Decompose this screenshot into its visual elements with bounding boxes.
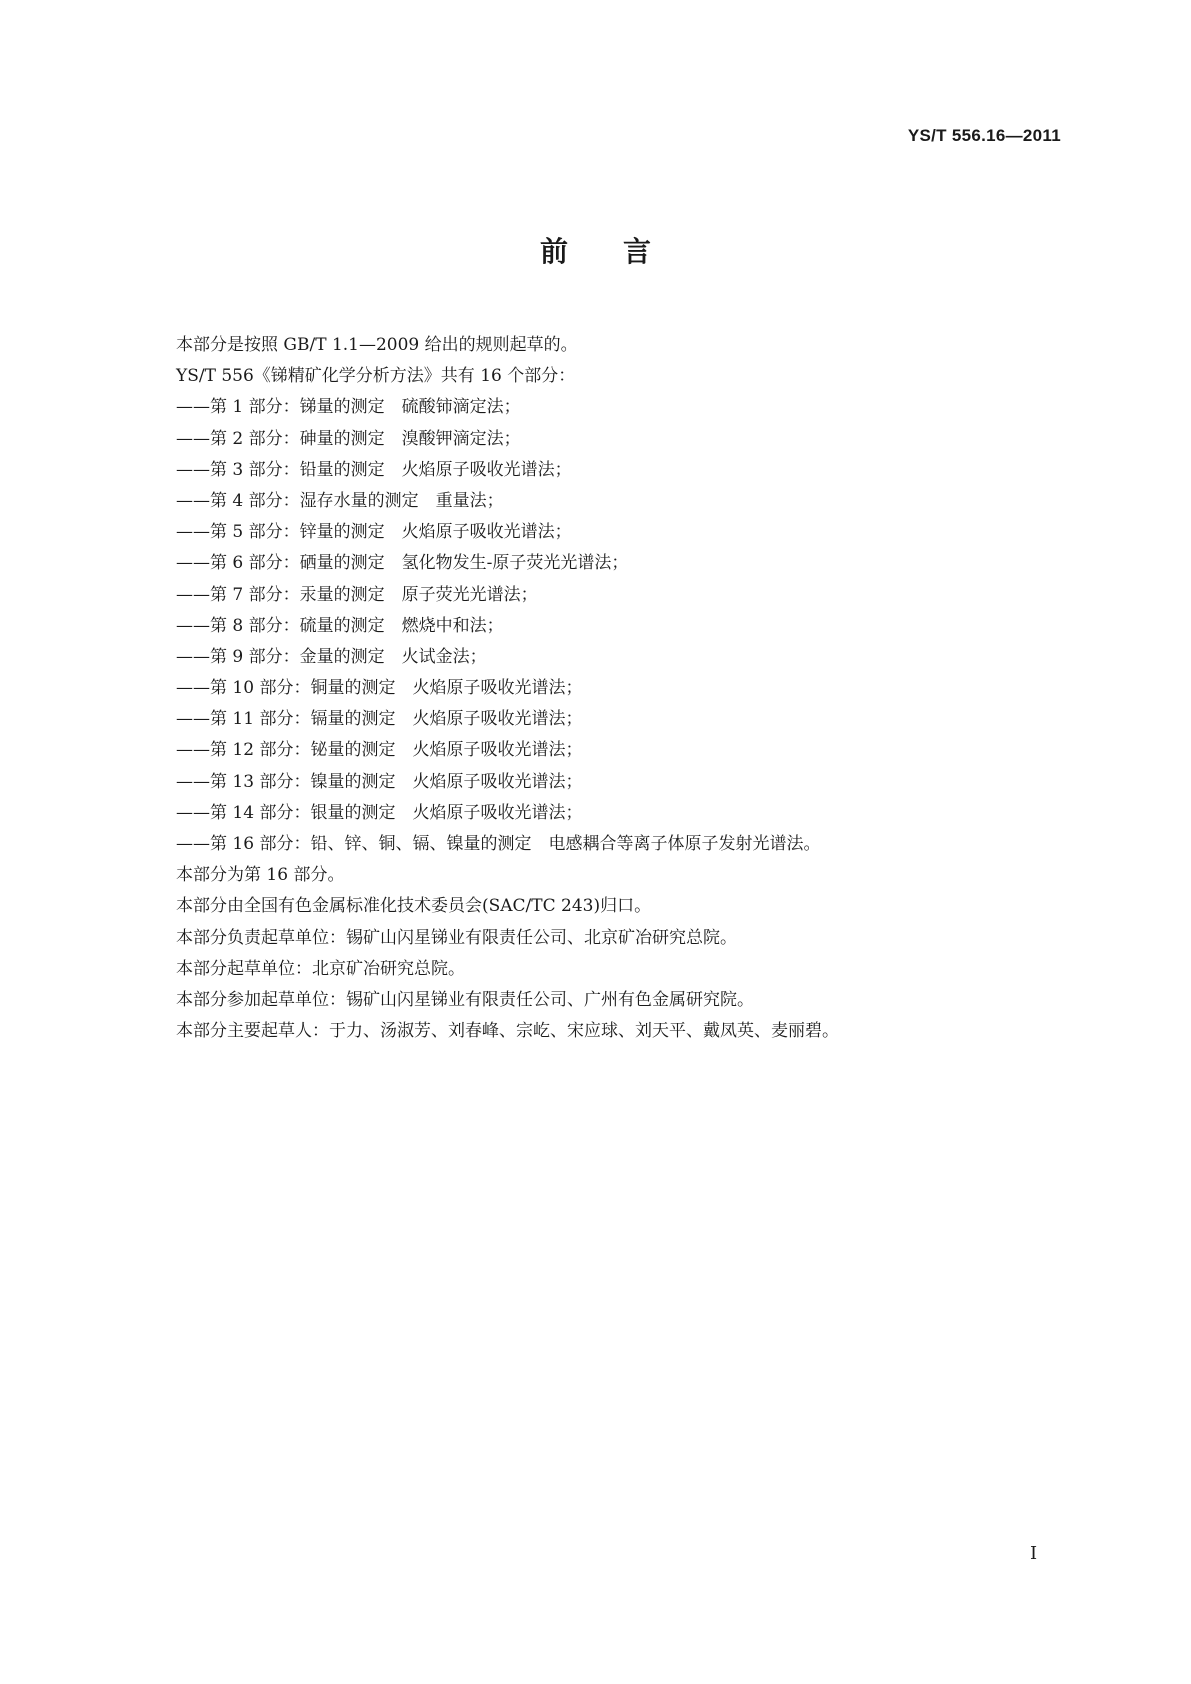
list-item: ——第 13 部分：镍量的测定 火焰原子吸收光谱法； xyxy=(176,771,583,792)
standard-number: YS/T 556.16—2011 xyxy=(907,126,1061,145)
text-line: 本部分参加起草单位：锡矿山闪星锑业有限责任公司、广州有色金属研究院。 xyxy=(176,989,754,1010)
list-item: ——第 14 部分：银量的测定 火焰原子吸收光谱法； xyxy=(176,802,583,823)
foreword-body xyxy=(176,330,1076,1047)
list-item: ——第 12 部分：铋量的测定 火焰原子吸收光谱法； xyxy=(176,740,583,761)
page-number: I xyxy=(1030,1543,1038,1564)
list-item: ——第 11 部分：镉量的测定 火焰原子吸收光谱法； xyxy=(176,709,583,730)
text-line: 本部分负责起草单位：锡矿山闪星锑业有限责任公司、北京矿冶研究总院。 xyxy=(176,927,737,948)
list-item: ——第 6 部分：硒量的测定 氢化物发生-原子荧光光谱法； xyxy=(176,553,629,574)
text-line: 本部分起草单位：北京矿冶研究总院。 xyxy=(176,958,465,979)
list-item: ——第 7 部分：汞量的测定 原子荧光光谱法； xyxy=(176,584,538,605)
text-line: 本部分为第 16 部分。 xyxy=(176,865,345,886)
list-item: ——第 4 部分：湿存水量的测定 重量法； xyxy=(176,490,504,511)
list-item: ——第 5 部分：锌量的测定 火焰原子吸收光谱法； xyxy=(176,522,572,543)
text-line: 本部分由全国有色金属标准化技术委员会(SAC/TC 243)归口。 xyxy=(176,896,652,917)
list-item: ——第 3 部分：铅量的测定 火焰原子吸收光谱法； xyxy=(176,459,572,480)
list-item: ——第 8 部分：硫量的测定 燃烧中和法； xyxy=(176,615,504,636)
list-item: ——第 1 部分：锑量的测定 硫酸铈滴定法； xyxy=(176,397,521,418)
list-item: ——第 2 部分：砷量的测定 溴酸钾滴定法； xyxy=(176,428,521,449)
text-line: 本部分是按照 GB/T 1.1—2009 给出的规则起草的。 xyxy=(176,335,578,355)
text-line: 本部分主要起草人：于力、汤淑芳、刘春峰、宗屹、宋应球、刘天平、戴凤英、麦丽碧。 xyxy=(176,1021,839,1042)
list-item: ——第 9 部分：金量的测定 火试金法； xyxy=(176,646,487,667)
list-item: ——第 16 部分：铅、锌、铜、镉、镍量的测定 电感耦合等离子体原子发射光谱法。 xyxy=(176,834,821,854)
list-item: ——第 10 部分：铜量的测定 火焰原子吸收光谱法； xyxy=(176,678,583,699)
text-line: YS/T 556《锑精矿化学分析方法》共有 16 个部分： xyxy=(176,366,576,387)
page-title: 前言 xyxy=(539,235,706,268)
